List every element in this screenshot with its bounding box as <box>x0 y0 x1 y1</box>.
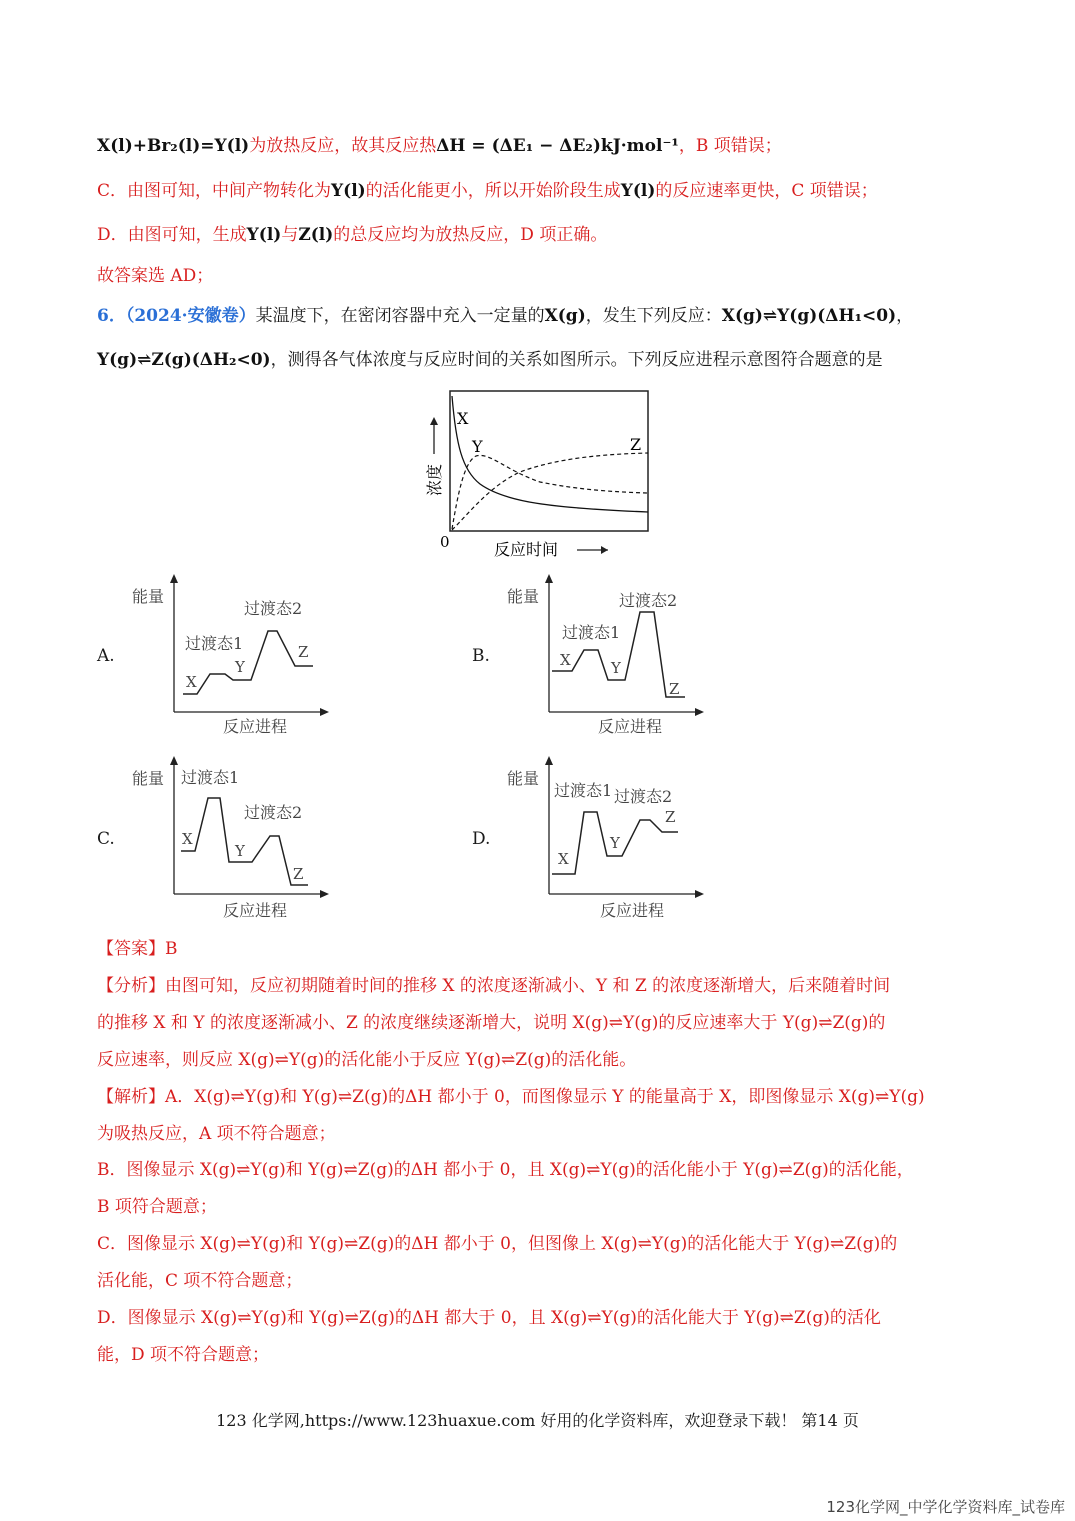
ts1-c: 过渡态1 <box>181 768 240 787</box>
z-c: Z <box>293 865 304 883</box>
question-number: 6． <box>97 306 126 326</box>
line-3-a: D．由图可知，生成 <box>97 225 247 245</box>
question-xg: X(g) <box>544 306 586 326</box>
energy-diagram-a <box>125 570 340 745</box>
question-6-line-2 <box>97 348 883 372</box>
explanation-line-3: B．图像显示 X(g)⇌Y(g)和 Y(g)⇌Z(g)的ΔH 都小于 0，且 X(g)⇌Y(g)的活化能小于 Y(g)⇌Z(g)的活化能， <box>97 1160 914 1180</box>
energy-label-c: 能量 <box>132 769 165 788</box>
question-comma: ， <box>896 306 914 326</box>
z-b: Z <box>669 680 680 698</box>
corner-watermark: 123化学网_中学化学资料库_试卷库 <box>826 1498 1065 1516</box>
question-text-1: 某温度下，在密闭容器中充入一定量的 <box>255 306 545 326</box>
energy-label-b: 能量 <box>507 587 540 606</box>
question-6-line-1 <box>97 304 913 328</box>
line-2-y: Y(l) <box>331 181 366 201</box>
ts1-a: 过渡态1 <box>185 634 244 653</box>
ts2-b: 过渡态2 <box>619 591 678 610</box>
answer-label: 【答案】B <box>97 939 178 959</box>
x-c: X <box>182 830 193 848</box>
curve-y <box>452 455 648 529</box>
energy-diagram-b <box>500 570 715 745</box>
line-3-c: 的总反应均为放热反应，D 项正确。 <box>333 225 608 245</box>
option-d-label[interactable]: D. <box>472 829 491 849</box>
label-y: Y <box>472 437 483 456</box>
y-b: Y <box>611 659 621 677</box>
energy-label-d: 能量 <box>507 769 540 788</box>
explanation-line-1: 【解析】A．X(g)⇌Y(g)和 Y(g)⇌Z(g)的ΔH 都小于 0，而图像显示 Y 的能量高于 X，即图像显示 X(g)⇌Y(g) <box>97 1087 925 1107</box>
line-1-end: ，B 项错误； <box>678 136 782 156</box>
formula-x-br2-y: X(l)+Br₂(l)=Y(l) <box>97 136 250 156</box>
line-1-text: 为放热反应，故其反应热 <box>249 136 437 156</box>
energy-diagram-d <box>500 752 715 927</box>
progress-label-d: 反应进程 <box>600 901 665 920</box>
energy-label-a: 能量 <box>132 587 165 606</box>
analysis-line-1: 【分析】由图可知，反应初期随着时间的推移 X 的浓度逐渐减小、Y 和 Z 的浓度逐渐增大，后来随着时间 <box>97 976 891 996</box>
label-z: Z <box>630 435 642 454</box>
line-2-b: 的活化能更小，所以开始阶段生成 <box>365 181 621 201</box>
label-x: X <box>457 409 469 428</box>
z-a: Z <box>298 643 309 661</box>
progress-label-c: 反应进程 <box>223 901 288 920</box>
line-2-c: 的反应速率更快，C 项错误； <box>655 181 878 201</box>
line-3-y: Y(l) <box>246 225 282 245</box>
explanation-line-6: 活化能，C 项不符合题意； <box>97 1271 303 1291</box>
ts1-d: 过渡态1 <box>554 781 613 800</box>
delta-h-expression: ΔH = (ΔE₁ − ΔE₂)kJ·mol⁻¹ <box>436 136 679 156</box>
explanation-line-8: 能，D 项不符合题意； <box>97 1345 270 1365</box>
line-1 <box>97 134 782 158</box>
y-c: Y <box>235 842 245 860</box>
x-d: X <box>558 850 569 868</box>
line-4: 故答案选 AD； <box>97 266 214 286</box>
x-a: X <box>186 673 197 691</box>
analysis-line-3: 反应速率，则反应 X(g)⇌Y(g)的活化能小于反应 Y(g)⇌Z(g)的活化能。 <box>97 1050 637 1070</box>
y-a: Y <box>235 658 245 676</box>
ts2-c: 过渡态2 <box>244 803 303 822</box>
progress-label-a: 反应进程 <box>223 717 288 736</box>
concentration-chart <box>410 384 660 564</box>
energy-diagram-c <box>125 752 340 927</box>
question-source: （2024·安徽卷） <box>125 306 256 326</box>
progress-label-b: 反应进程 <box>598 717 663 736</box>
question-text-2: ，发生下列反应： <box>585 306 722 326</box>
line-3-z: Z(l) <box>298 225 334 245</box>
explanation-line-7: D．图像显示 X(g)⇌Y(g)和 Y(g)⇌Z(g)的ΔH 都大于 0，且 X(g)⇌Y(g)的活化能大于 Y(g)⇌Z(g)的活化 <box>97 1308 881 1328</box>
explanation-line-4: B 项符合题意； <box>97 1197 217 1217</box>
x-arrow-icon <box>601 546 608 554</box>
x-axis-label: 反应时间 <box>494 540 559 559</box>
analysis-line-2: 的推移 X 和 Y 的浓度逐渐减小、Z 的浓度继续逐渐增大，说明 X(g)⇌Y(g)的反应速率大于 Y(g)⇌Z(g)的 <box>97 1013 886 1033</box>
line-2-y2: Y(l) <box>620 181 656 201</box>
line-3-b: 与 <box>281 225 299 245</box>
ts2-a: 过渡态2 <box>244 599 303 618</box>
y-d: Y <box>610 834 620 852</box>
z-d: Z <box>665 808 676 826</box>
explanation-line-2: 为吸热反应，A 项不符合题意； <box>97 1124 336 1144</box>
reaction-2: Y(g)⇌Z(g)(ΔH₂<0) <box>97 350 271 370</box>
reaction-1: X(g)⇌Y(g)(ΔH₁<0) <box>721 306 897 326</box>
ts2-d: 过渡态2 <box>614 787 673 806</box>
origin-label: 0 <box>440 533 450 551</box>
line-3 <box>97 223 607 247</box>
x-b: X <box>560 651 571 669</box>
explanation-line-5: C．图像显示 X(g)⇌Y(g)和 Y(g)⇌Z(g)的ΔH 都小于 0，但图像上 X(g)⇌Y(g)的活化能大于 Y(g)⇌Z(g)的 <box>97 1234 898 1254</box>
question-text-3: ，测得各气体浓度与反应时间的关系如图所示。下列反应进程示意图符合题意的是 <box>270 350 883 370</box>
y-axis-label: 浓度 <box>425 463 444 496</box>
option-b-label[interactable]: B. <box>472 646 490 666</box>
line-2 <box>97 179 878 203</box>
option-c-label[interactable]: C. <box>97 829 115 849</box>
y-arrow-icon <box>430 417 438 425</box>
page-footer: 123 化学网,https://www.123huaxue.com 好用的化学资料库，欢迎登录下载！ 第14 页 <box>216 1411 859 1430</box>
line-2-a: C．由图可知，中间产物转化为 <box>97 181 332 201</box>
ts1-b: 过渡态1 <box>562 623 621 642</box>
option-a-label[interactable]: A. <box>97 646 115 666</box>
